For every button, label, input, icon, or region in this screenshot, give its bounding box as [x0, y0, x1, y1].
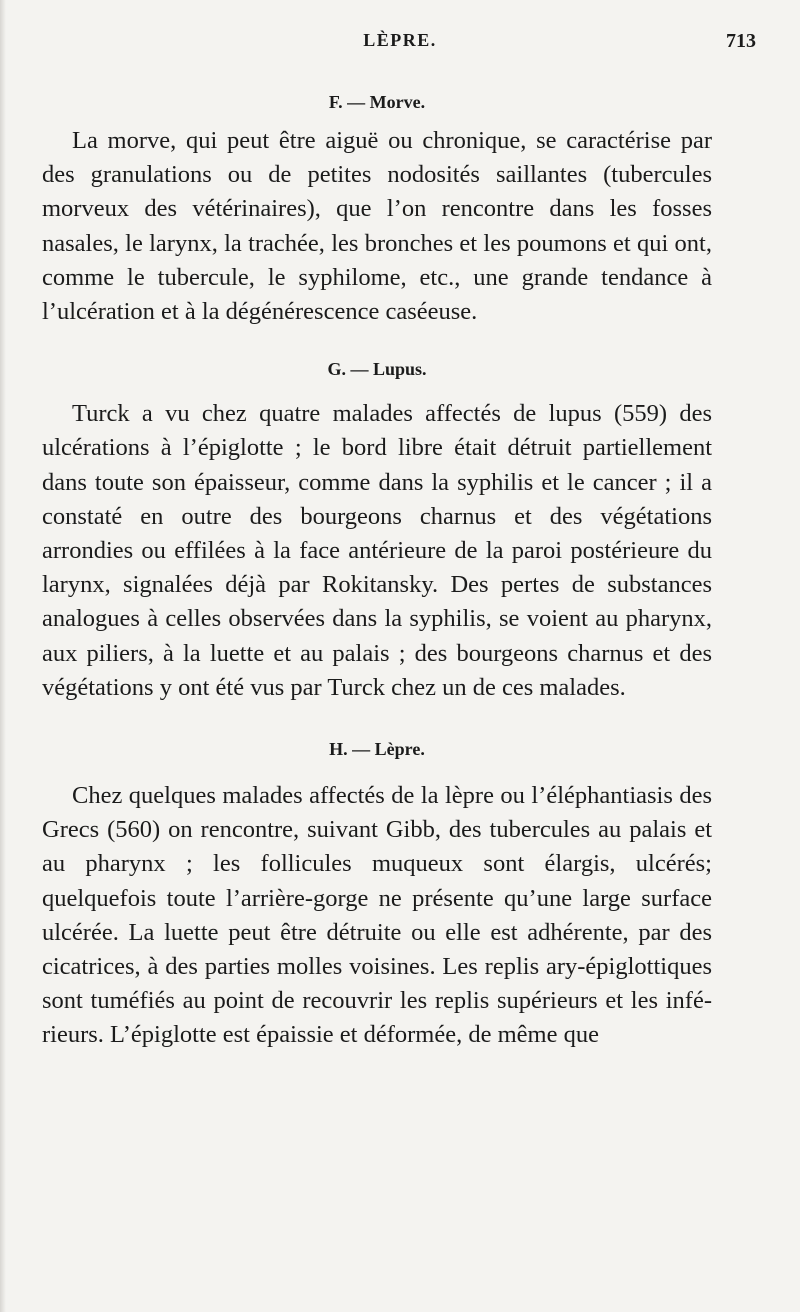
running-title: LÈPRE. [363, 30, 437, 50]
section-heading-lepre: H. — Lèpre. [329, 739, 425, 760]
paragraph-lepre: Chez quelques malades affectés de la lèpre ou l’éléphantiasis des Grecs (560) on rencontre, suivant Gibb, des tubercules au palais et au pharynx ; les follicules muqueux sont élargis, ulcérés; quelquefois toute l’arrière-gorge ne présente qu’une large surface ulcérée. La luette peut être détruite ou elle est adhérente, par des cicatrices, à des parties molles voisines. Les replis ary-épiglottiques sont tuméfiés au point de recouvrir les replis supérieurs et les inférieurs. L’épiglotte est épaissie et déformée, de même que [42, 782, 712, 1049]
page-number: 713 [726, 30, 756, 52]
running-header [44, 30, 756, 60]
paragraph-morve: La morve, qui peut être aiguë ou chronique, se caractérise par des granulations ou de petites nodosités saillantes (tubercules morveux des vétérinaires), que l’on rencontre dans les fosses nasales, le larynx, la trachée, les bronches et les poumons et qui ont, comme le tubercule, le syphilome, etc., une grande tendance à l’ulcération et à la dégénérescence caséeuse. [42, 127, 712, 326]
section-heading-morve: F. — Morve. [328, 92, 426, 112]
page-edge-shadow [0, 0, 6, 1312]
section-heading-lupus: G. — Lupus. [327, 359, 427, 380]
paragraph-lupus: Turck a vu chez quatre malades affectés de lupus (559) des ulcérations à l’épiglotte ; le bord libre était détruit partiellement dans toute son épaisseur, comme dans la syphilis et le cancer ; il a constaté en outre des bourgeons charnus et des végétations arrondies ou effilées à la face antérieure de la paroi postérieure du larynx, signalées déjà par Rokitansky. Des pertes de substances analogues à celles observées dans la syphilis, se voient au pharynx, aux piliers, à la luette et au palais ; des bourgeons charnus et des végétations y ont été vus par Turck chez un de ces malades. [42, 400, 712, 701]
page-body [42, 88, 712, 1053]
